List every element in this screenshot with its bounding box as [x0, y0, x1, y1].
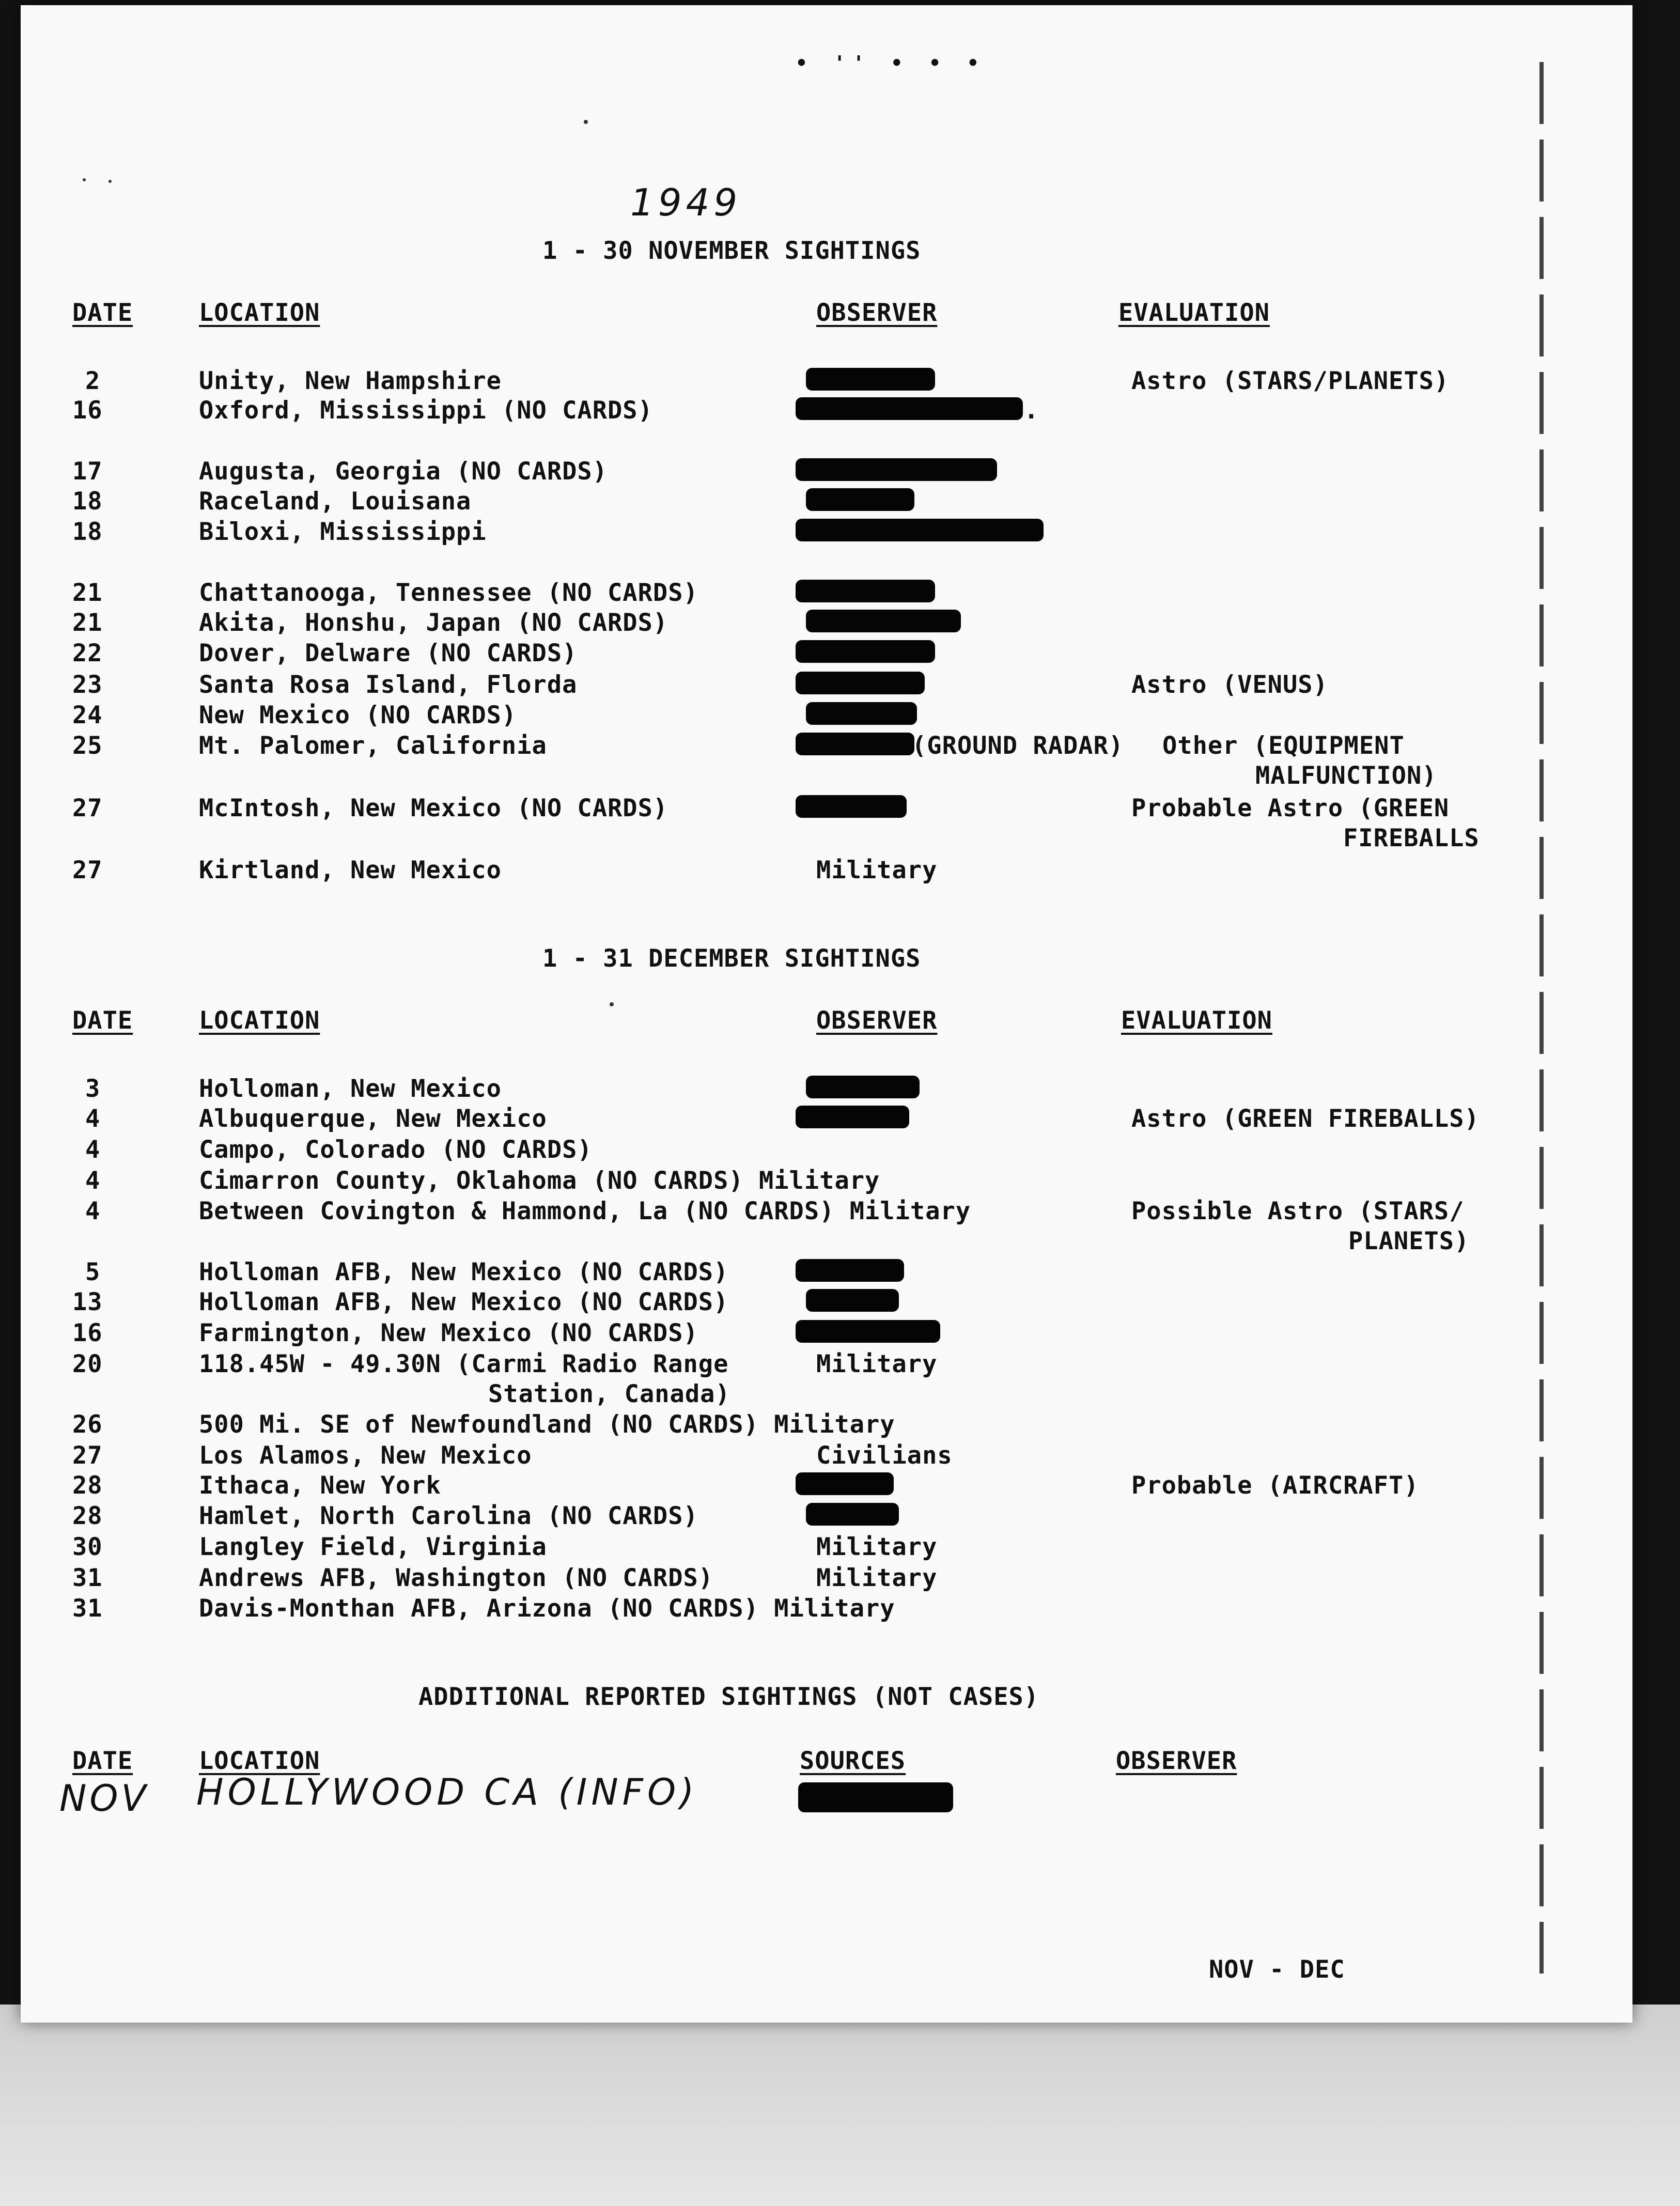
table-row-location-continued: Station, Canada) [488, 1380, 730, 1408]
table-row-date: 3 [85, 1075, 101, 1103]
table-row-date: 25 [72, 732, 103, 760]
table-row-date: 31 [72, 1564, 103, 1592]
redacted-observer [806, 1503, 899, 1526]
november-header-evaluation: EVALUATION [1118, 299, 1270, 327]
redacted-observer [796, 1472, 894, 1495]
redacted-observer [806, 1076, 920, 1098]
redacted-observer [796, 1320, 940, 1343]
table-row-location: Holloman, New Mexico [199, 1075, 502, 1103]
additional-row-date: NOV [59, 1777, 149, 1820]
scanner-background [0, 2005, 1680, 2206]
table-row-evaluation: Possible Astro (STARS/ [1131, 1197, 1465, 1225]
redacted-observer [796, 733, 914, 755]
table-row-evaluation: Probable (AIRCRAFT) [1131, 1471, 1419, 1500]
speck [610, 1002, 614, 1006]
redacted-observer [806, 702, 917, 725]
table-row-evaluation: MALFUNCTION) [1255, 762, 1437, 790]
table-row-observer: Military [816, 856, 938, 884]
redacted-observer [796, 397, 1023, 420]
table-row-evaluation: Probable Astro (GREEN [1131, 794, 1450, 822]
table-row-date: 4 [85, 1105, 101, 1133]
redacted-observer [806, 488, 914, 511]
redacted-observer [796, 795, 907, 818]
table-row-location: Dover, Delware (NO CARDS) [199, 639, 578, 667]
table-row-location: Augusta, Georgia (NO CARDS) [199, 457, 608, 486]
table-row-location: 118.45W - 49.30N (Carmi Radio Range [199, 1350, 729, 1378]
table-row-evaluation: Astro (VENUS) [1131, 671, 1328, 699]
redacted-observer [796, 640, 935, 663]
page-edge-mark [1539, 62, 1544, 1974]
november-header-date: DATE [72, 299, 133, 327]
table-row-date: 2 [85, 367, 101, 395]
table-row-observer: Military [816, 1533, 938, 1561]
table-row-location: Farmington, New Mexico (NO CARDS) [199, 1319, 698, 1347]
table-row-date: 31 [72, 1594, 103, 1623]
table-row-location: Oxford, Mississippi (NO CARDS) [199, 396, 653, 425]
table-row-date: 30 [72, 1533, 103, 1561]
table-row-location: Holloman AFB, New Mexico (NO CARDS) [199, 1288, 729, 1316]
table-row-date: 27 [72, 794, 103, 822]
table-row-evaluation: FIREBALLS [1343, 824, 1480, 852]
handwritten-year: 1949 [630, 181, 742, 224]
table-row-observer: Civilians [816, 1441, 953, 1470]
redacted-observer [806, 368, 935, 391]
additional-header-sources: SOURCES [800, 1747, 906, 1775]
table-row-date: 24 [72, 701, 103, 729]
table-row-location: Mt. Palomer, California [199, 732, 547, 760]
table-row-location: Campo, Colorado (NO CARDS) [199, 1136, 593, 1164]
table-row-location: 500 Mi. SE of Newfoundland (NO CARDS) Military [199, 1410, 895, 1439]
speck [108, 180, 112, 183]
table-row-location: McIntosh, New Mexico (NO CARDS) [199, 794, 668, 822]
december-section-title: 1 - 31 DECEMBER SIGHTINGS [542, 944, 921, 973]
table-row-location: Chattanooga, Tennessee (NO CARDS) [199, 579, 698, 607]
redacted-observer [796, 580, 935, 602]
table-row-date: 13 [72, 1288, 103, 1316]
table-row-date: 20 [72, 1350, 103, 1378]
table-row-evaluation: Astro (GREEN FIREBALLS) [1131, 1105, 1480, 1133]
november-section-title: 1 - 30 NOVEMBER SIGHTINGS [542, 237, 921, 265]
additional-row-location: HOLLYWOOD CA (INFO) [196, 1771, 698, 1813]
table-row-date: 28 [72, 1502, 103, 1530]
table-row-location: Between Covington & Hammond, La (NO CARDS) Military [199, 1197, 971, 1225]
table-row-observer: . [1024, 396, 1039, 425]
table-row-date: 16 [72, 1319, 103, 1347]
table-row-observer: (GROUND RADAR) [912, 732, 1124, 760]
table-row-date: 17 [72, 457, 103, 486]
table-row-location: New Mexico (NO CARDS) [199, 701, 517, 729]
redacted-observer [796, 458, 997, 481]
table-row-location: Santa Rosa Island, Florda [199, 671, 578, 699]
table-row-date: 28 [72, 1471, 103, 1500]
table-row-location: Albuquerque, New Mexico [199, 1105, 547, 1133]
table-row-date: 27 [72, 856, 103, 884]
table-row-evaluation: Astro (STARS/PLANETS) [1131, 367, 1450, 395]
table-row-date: 18 [72, 487, 103, 516]
table-row-observer: Military [816, 1564, 938, 1592]
table-row-evaluation: Other (EQUIPMENT [1162, 732, 1405, 760]
redacted-source [798, 1782, 953, 1812]
table-row-location: Unity, New Hampshire [199, 367, 502, 395]
speck [584, 120, 588, 124]
table-row-date: 22 [72, 639, 103, 667]
page-footer: NOV - DEC [1209, 1955, 1345, 1984]
table-row-location: Raceland, Louisana [199, 487, 472, 516]
table-row-location: Ithaca, New York [199, 1471, 441, 1500]
table-row-location: Kirtland, New Mexico [199, 856, 502, 884]
table-row-date: 18 [72, 518, 103, 546]
december-header-date: DATE [72, 1006, 133, 1035]
additional-header-date: DATE [72, 1747, 133, 1775]
table-row-date: 4 [85, 1136, 101, 1164]
table-row-observer: Military [816, 1350, 938, 1378]
table-row-location: Cimarron County, Oklahoma (NO CARDS) Military [199, 1167, 880, 1195]
additional-section-title: ADDITIONAL REPORTED SIGHTINGS (NOT CASES) [418, 1683, 1039, 1711]
redacted-observer [796, 1259, 904, 1282]
redacted-observer [806, 1289, 899, 1312]
table-row-location: Holloman AFB, New Mexico (NO CARDS) [199, 1258, 729, 1286]
table-row-date: 26 [72, 1410, 103, 1439]
additional-header-observer: OBSERVER [1116, 1747, 1237, 1775]
table-row-date: 5 [85, 1258, 101, 1286]
december-header-evaluation: EVALUATION [1121, 1006, 1272, 1035]
table-row-location: Los Alamos, New Mexico [199, 1441, 532, 1470]
redacted-observer [796, 672, 925, 694]
top-scan-marks: • '' • • • [796, 52, 986, 74]
table-row-date: 4 [85, 1197, 101, 1225]
additional-header-location: LOCATION [199, 1747, 320, 1775]
table-row-date: 4 [85, 1167, 101, 1195]
table-row-date: 23 [72, 671, 103, 699]
december-header-observer: OBSERVER [816, 1006, 938, 1035]
table-row-location: Akita, Honshu, Japan (NO CARDS) [199, 609, 668, 637]
redacted-observer [806, 610, 961, 632]
document-page [21, 5, 1632, 2023]
table-row-date: 27 [72, 1441, 103, 1470]
table-row-location: Hamlet, North Carolina (NO CARDS) [199, 1502, 698, 1530]
november-header-location: LOCATION [199, 299, 320, 327]
table-row-location: Andrews AFB, Washington (NO CARDS) [199, 1564, 714, 1592]
table-row-location: Davis-Monthan AFB, Arizona (NO CARDS) Military [199, 1594, 895, 1623]
table-row-location: Langley Field, Virginia [199, 1533, 547, 1561]
table-row-date: 16 [72, 396, 103, 425]
table-row-date: 21 [72, 579, 103, 607]
table-row-evaluation: PLANETS) [1348, 1227, 1470, 1255]
november-header-observer: OBSERVER [816, 299, 938, 327]
redacted-observer [796, 1106, 909, 1128]
december-header-location: LOCATION [199, 1006, 320, 1035]
redacted-observer [796, 519, 1044, 541]
table-row-location: Biloxi, Mississippi [199, 518, 487, 546]
speck [83, 178, 86, 181]
table-row-date: 21 [72, 609, 103, 637]
